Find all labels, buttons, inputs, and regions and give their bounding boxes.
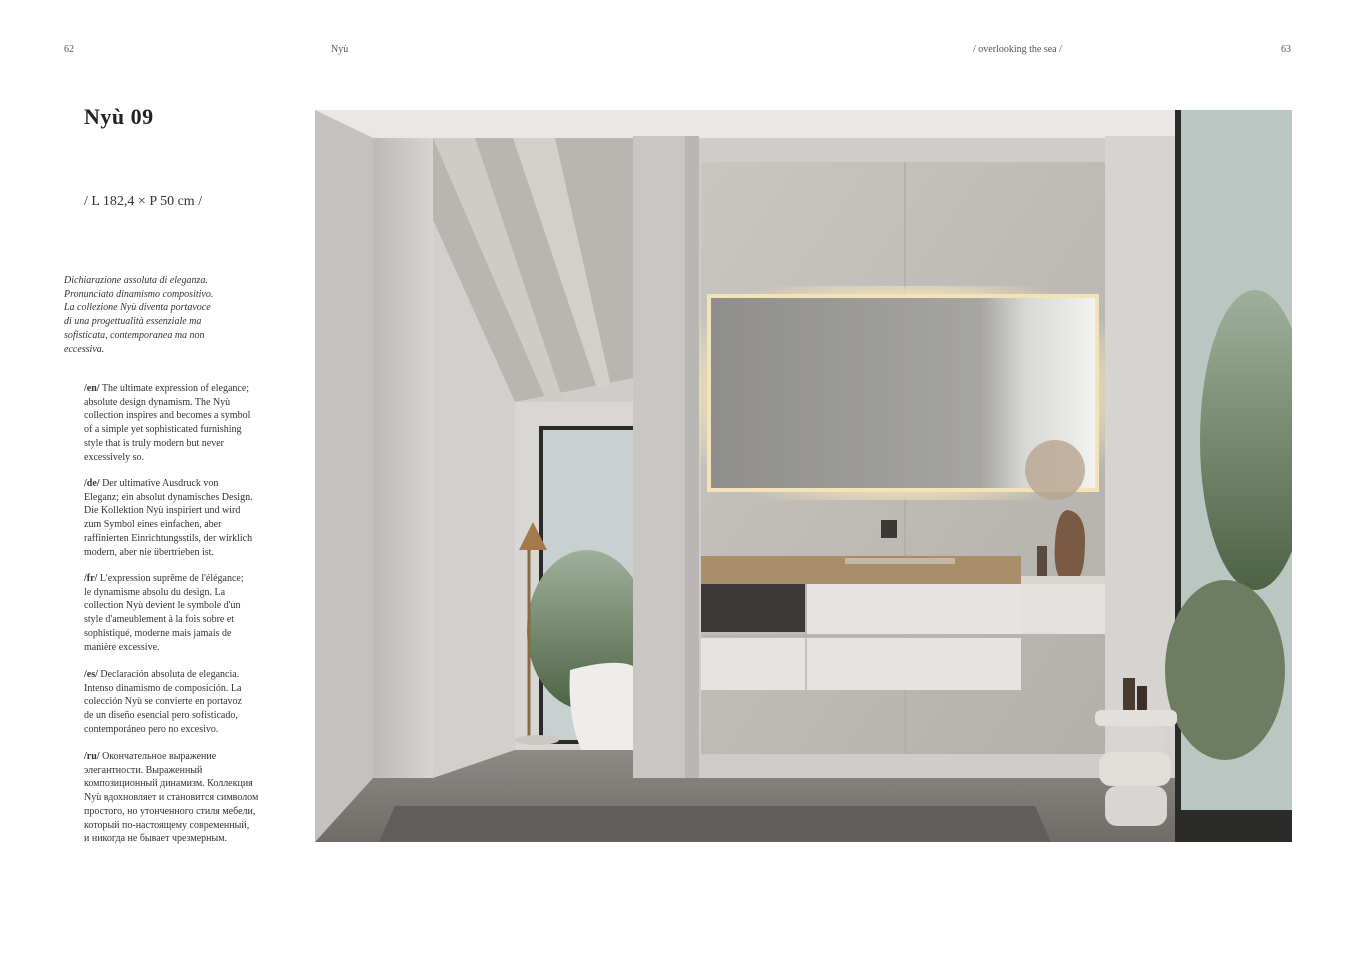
- text-line: collection inspires and becomes a symbol: [84, 410, 251, 422]
- drawer: [701, 638, 807, 690]
- product-dimensions: / L 182,4 × P 50 cm /: [84, 194, 203, 209]
- language-tag: /de/: [84, 478, 100, 489]
- faucet-spout: [883, 534, 887, 538]
- ceiling: [315, 110, 1292, 138]
- text-line: modern, aber nie übertrieben ist.: [84, 546, 214, 558]
- text-line: collection Nyù devient le symbole d'un: [84, 600, 241, 612]
- dried-flowers: [1025, 440, 1085, 500]
- product-title: Nyù 09: [84, 104, 154, 129]
- drawer: [807, 584, 1021, 634]
- text-line: и никогда не бывает чрезмерным.: [84, 833, 228, 845]
- text-line: manière excessive.: [84, 641, 160, 653]
- text-line: de un diseño esencial pero sofisticado,: [84, 710, 238, 722]
- line-text: The ultimate expression of elegance;: [101, 383, 250, 394]
- stool-top: [1095, 710, 1177, 726]
- line-text: Declaración absoluta de elegancia.: [100, 669, 240, 680]
- intro-line: Dichiarazione assoluta di eleganza.: [64, 275, 208, 286]
- drawer: [807, 638, 1021, 690]
- left-wall: [315, 110, 373, 842]
- intro-line: Pronunciato dinamismo compositivo.: [64, 288, 214, 300]
- language-tag: /en/: [84, 383, 100, 394]
- washbasin: [845, 558, 955, 564]
- bottle: [1137, 686, 1147, 710]
- text-line: [84, 477, 276, 491]
- left-room-wall: [373, 138, 433, 778]
- bathtub: [570, 663, 633, 754]
- running-header-collection: Nyù: [331, 44, 349, 55]
- bathroom-photo: [315, 110, 1292, 842]
- text-line: raffinierten Einrichtungsstils, der wirklich: [84, 532, 253, 544]
- page-number-left: 62: [64, 44, 74, 55]
- text-line: простого, но утонченного стиля мебели,: [84, 805, 256, 817]
- intro-line: La collezione Nyù diventa portavoce: [64, 302, 211, 314]
- right-wall: [1105, 136, 1175, 778]
- text-line: le dynamisme absolu du design. La: [84, 586, 226, 598]
- text-line: [84, 382, 276, 396]
- text-line: Nyù вдохновляет и становится символом: [84, 792, 259, 804]
- text-line: [84, 750, 276, 764]
- stool-base: [1105, 786, 1167, 826]
- text-line: композиционный динамизм. Коллекция: [84, 778, 253, 790]
- text-line: colección Nyù se convierte en portavoz: [84, 696, 242, 708]
- open-niche: [701, 584, 805, 632]
- text-line: absolute design dynamism. The Nyù: [84, 396, 231, 408]
- text-line: Eleganz; ein absolut dynamisches Design.: [84, 491, 253, 503]
- translation-ru: [84, 750, 276, 846]
- text-line: sophistiqué, moderne mais jamais de: [84, 627, 232, 639]
- text-line: Intenso dinamismo de composición. La: [84, 682, 242, 694]
- text-line: [84, 668, 276, 682]
- text-line: excessively so.: [84, 451, 144, 463]
- soap-bottle: [1037, 546, 1047, 578]
- rug: [379, 806, 1051, 842]
- bathroom-illustration: [315, 110, 1292, 842]
- intro-italian: [64, 274, 254, 356]
- text-line: [84, 572, 276, 586]
- translation-de: [84, 477, 276, 559]
- translation-fr: [84, 572, 276, 654]
- text-line: Die Kollektion Nyù inspiriert und wird: [84, 505, 241, 517]
- intro-line: eccessiva.: [64, 343, 105, 355]
- text-line: zum Symbol eines einfachen, aber: [84, 519, 222, 531]
- vase: [1055, 510, 1085, 580]
- intro-line: di una progettualità essenziale ma: [64, 316, 202, 328]
- lamp-base: [515, 735, 559, 745]
- translation-es: [84, 668, 276, 737]
- page-number-right: 63: [1281, 44, 1291, 55]
- intro-line: sofisticata, contemporanea ma non: [64, 329, 205, 341]
- language-tag: /fr/: [84, 573, 98, 584]
- pillar-edge: [685, 136, 699, 778]
- line-text: Окончательное выражение: [102, 751, 217, 762]
- language-tag: /es/: [84, 669, 98, 680]
- translation-en: [84, 382, 276, 464]
- stool-ring: [1099, 752, 1171, 786]
- text-line: элегантности. Выраженный: [84, 764, 203, 776]
- running-header-section: / overlooking the sea /: [973, 44, 1062, 55]
- stool-ring: [1107, 726, 1165, 752]
- bottle: [1123, 678, 1135, 710]
- text-line: of a simple yet sophisticated furnishing: [84, 424, 242, 436]
- text-line: который по-настоящему современный,: [84, 819, 250, 831]
- text-line: style that is truly modern but never: [84, 437, 224, 449]
- text-line: contemporáneo pero no excesivo.: [84, 723, 219, 735]
- line-text: Der ultimative Ausdruck von: [102, 478, 219, 489]
- garden-shrubs: [1165, 580, 1285, 760]
- text-line: style d'ameublement à la fois sobre et: [84, 614, 235, 626]
- line-text: L'expression suprême de l'élégance;: [99, 573, 244, 584]
- language-tag: /ru/: [84, 751, 100, 762]
